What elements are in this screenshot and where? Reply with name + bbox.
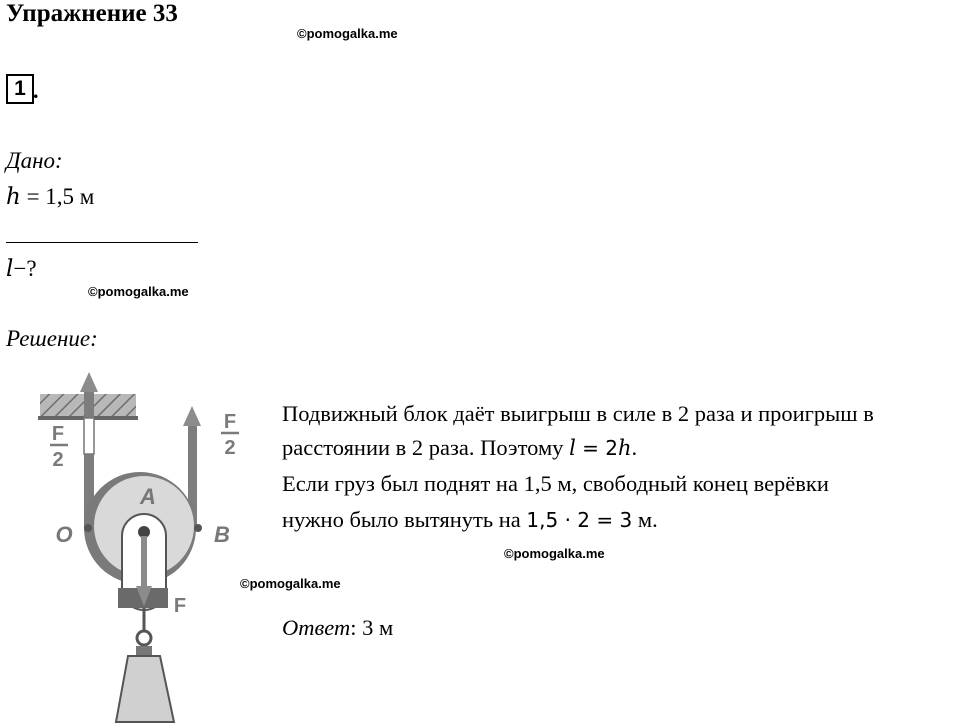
label-point-a: A xyxy=(140,484,156,509)
given-divider xyxy=(6,242,198,243)
solution-line-4 xyxy=(282,502,658,538)
point-b-dot xyxy=(194,524,202,532)
right-up-arrow-icon xyxy=(183,406,201,426)
label-force-down: F xyxy=(173,595,187,617)
answer-line xyxy=(282,610,393,646)
solution-line-2 xyxy=(282,430,637,466)
label-point-o: O xyxy=(55,522,73,547)
formula-l: l xyxy=(569,436,576,460)
given-label: Дано: xyxy=(6,148,63,173)
solution-line-3: Если груз был поднят на 1,5 м, свободный конец верёвки xyxy=(282,471,829,496)
unknown-l xyxy=(6,256,37,282)
problem-number-dot: . xyxy=(33,78,39,103)
watermark: ©pomogalka.me xyxy=(240,576,341,591)
label-point-b: B xyxy=(214,522,230,547)
answer-value: : 3 м xyxy=(350,615,394,640)
label-force-right-den: 2 xyxy=(224,437,236,459)
weight-body xyxy=(116,656,174,722)
left-hook xyxy=(84,418,94,454)
solution-label: Решение: xyxy=(6,326,98,351)
pulley-figure xyxy=(30,370,270,724)
h-variable: h xyxy=(6,184,21,210)
solution-line-1: Подвижный блок даёт выигрыш в силе в 2 раза и проигрыш в xyxy=(282,401,874,426)
point-o-dot xyxy=(84,524,92,532)
label-force-left-den: 2 xyxy=(52,449,64,471)
weight-hook-ring xyxy=(137,631,151,645)
weight-top xyxy=(136,646,152,656)
label-force-left-num: F xyxy=(51,423,65,445)
problem-number-box: 1 xyxy=(6,74,34,104)
answer-label: Ответ xyxy=(282,615,351,640)
line2-end: . xyxy=(631,435,638,460)
unknown-mark: −? xyxy=(13,256,37,281)
formula-h: h xyxy=(617,436,632,460)
formula-eq: = 2 xyxy=(575,436,618,460)
line4-text: нужно было вытянуть на xyxy=(282,507,527,532)
down-force-shaft xyxy=(141,536,147,590)
exercise-title: Упражнение 33 xyxy=(6,0,178,27)
formula-calc: 1,5 · 2 = 3 xyxy=(526,508,633,532)
line2-text: расстоянии в 2 раза. Поэтому xyxy=(282,435,570,460)
h-value: = 1,5 м xyxy=(20,184,95,209)
line4-end: м. xyxy=(632,507,658,532)
watermark: ©pomogalka.me xyxy=(504,546,605,561)
watermark: ©pomogalka.me xyxy=(297,26,398,41)
given-h xyxy=(6,184,94,210)
watermark: ©pomogalka.me xyxy=(88,284,189,299)
l-variable: l xyxy=(6,256,14,282)
left-up-arrow-icon xyxy=(80,372,98,392)
label-force-right-num: F xyxy=(223,411,237,433)
